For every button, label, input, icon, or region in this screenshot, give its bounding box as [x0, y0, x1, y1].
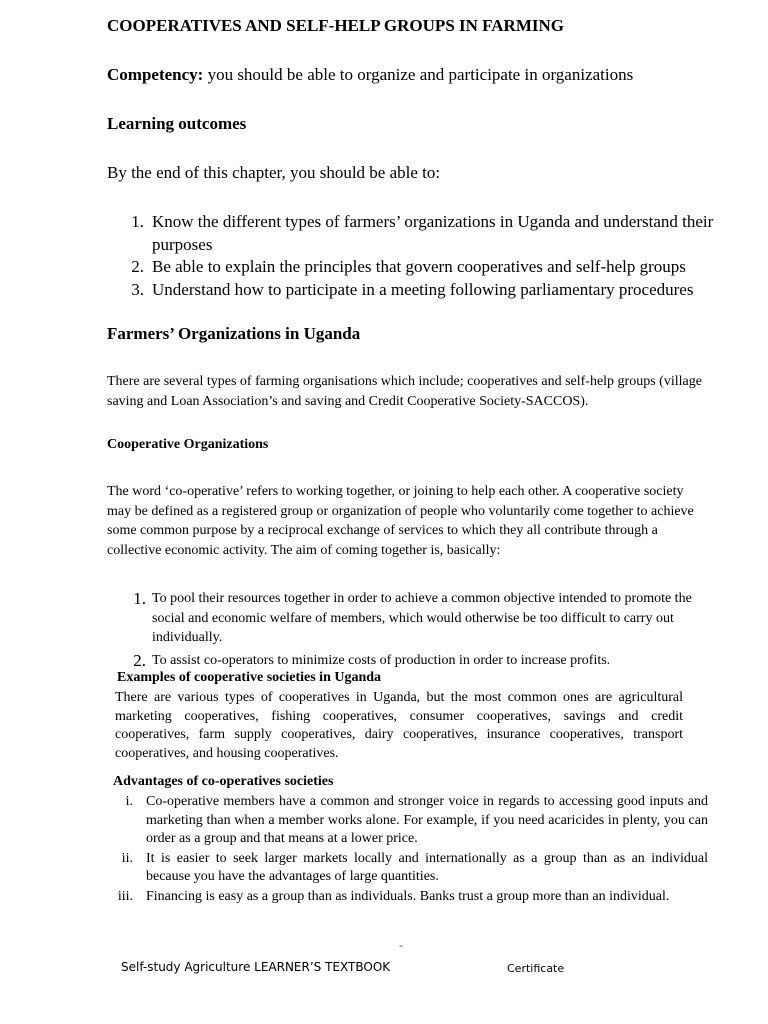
list-item [107, 589, 707, 648]
list-item [107, 888, 708, 907]
learning-outcomes-heading: Learning outcomes [107, 114, 247, 133]
list-item-text: Co-operative members have a common and stronger voice in regards to accessing good inputs and marketing than when a member works alone. For example, if you need acaricides in plenty, you can order as a group and that means at a lower price. [146, 794, 708, 846]
cooperative-organizations-heading: Cooperative Organizations [107, 437, 269, 452]
footer-level: Certificate [507, 962, 565, 975]
list-item-text: To assist co-operators to minimize costs of production in order to increase profits. [152, 652, 611, 668]
list-item [107, 793, 708, 849]
cooperative-definition-paragraph: The word ‘co-operative’ refers to working together, or joining to help each other. A cooperative society may be defined as a registered group or organization of people who voluntarily come together to achieve some common purpose by a reciprocal exchange of services to which they all contribute through a collective economic activity. The aim of coming together is, basically: [107, 484, 694, 558]
list-item-number: ii. [121, 850, 133, 866]
competency-statement [107, 65, 633, 85]
list-item-number: 3. [131, 279, 144, 299]
farmers-organizations-paragraph: There are several types of farming organisations which include; cooperatives and self-help groups (village saving and Loan Association’s and saving and Credit Cooperative Society-SACCOS). [107, 374, 702, 409]
list-item-text: Understand how to participate in a meeting following parliamentary procedures [152, 279, 694, 299]
farmers-organizations-heading: Farmers’ Organizations in Uganda [107, 324, 361, 343]
list-item [107, 211, 717, 256]
advantages-list [107, 793, 708, 907]
list-item [107, 279, 717, 302]
list-item-number: i. [125, 794, 133, 809]
list-item [107, 256, 717, 279]
examples-paragraph: There are various types of cooperatives in Uganda, but the most common ones are agricultural marketing cooperatives, fishing cooperatives, consumer cooperatives, savings and credit cooperatives, farm supply cooperatives, dairy cooperatives, insurance cooperatives, transport cooperatives, and housing cooperatives. [115, 690, 683, 761]
footer-book-title: Self-study Agriculture LEARNER’S TEXTBOOK [121, 960, 391, 974]
list-item-number: 2. [133, 650, 146, 670]
learning-outcomes-list [107, 211, 717, 301]
chapter-intro: By the end of this chapter, you should be able to: [107, 163, 441, 182]
competency-text: you should be able to organize and participate in organizations [203, 65, 634, 84]
list-item-text: Know the different types of farmers’ organizations in Uganda and understand their purposes [152, 212, 714, 254]
list-item [107, 651, 707, 671]
list-item-number: 2. [131, 257, 144, 276]
list-item-text: Financing is easy as a group than as individuals. Banks trust a group more than an individual. [146, 888, 670, 904]
page-title: COOPERATIVES AND SELF-HELP GROUPS IN FARMING [107, 16, 564, 35]
list-item-number: 1. [131, 212, 144, 231]
list-item-text: To pool their resources together in order to achieve a common objective intended to promote the social and economic welfare of members, which would otherwise be too difficult to carry out individually. [152, 591, 692, 645]
list-item-number: 1. [133, 589, 146, 608]
list-item-text: Be able to explain the principles that govern cooperatives and self-help groups [152, 257, 686, 276]
page-marker: - [399, 938, 403, 952]
advantages-heading: Advantages of co-operatives societies [113, 774, 334, 789]
list-item-number: iii. [117, 888, 133, 904]
list-item-text: It is easier to seek larger markets locally and internationally as a group than as an individual because you have the advantages of large quantities. [146, 850, 708, 884]
examples-heading: Examples of cooperative societies in Uganda [117, 670, 382, 685]
competency-label: Competency: [107, 65, 204, 84]
cooperative-aims-list [107, 589, 707, 673]
list-item [107, 850, 708, 887]
